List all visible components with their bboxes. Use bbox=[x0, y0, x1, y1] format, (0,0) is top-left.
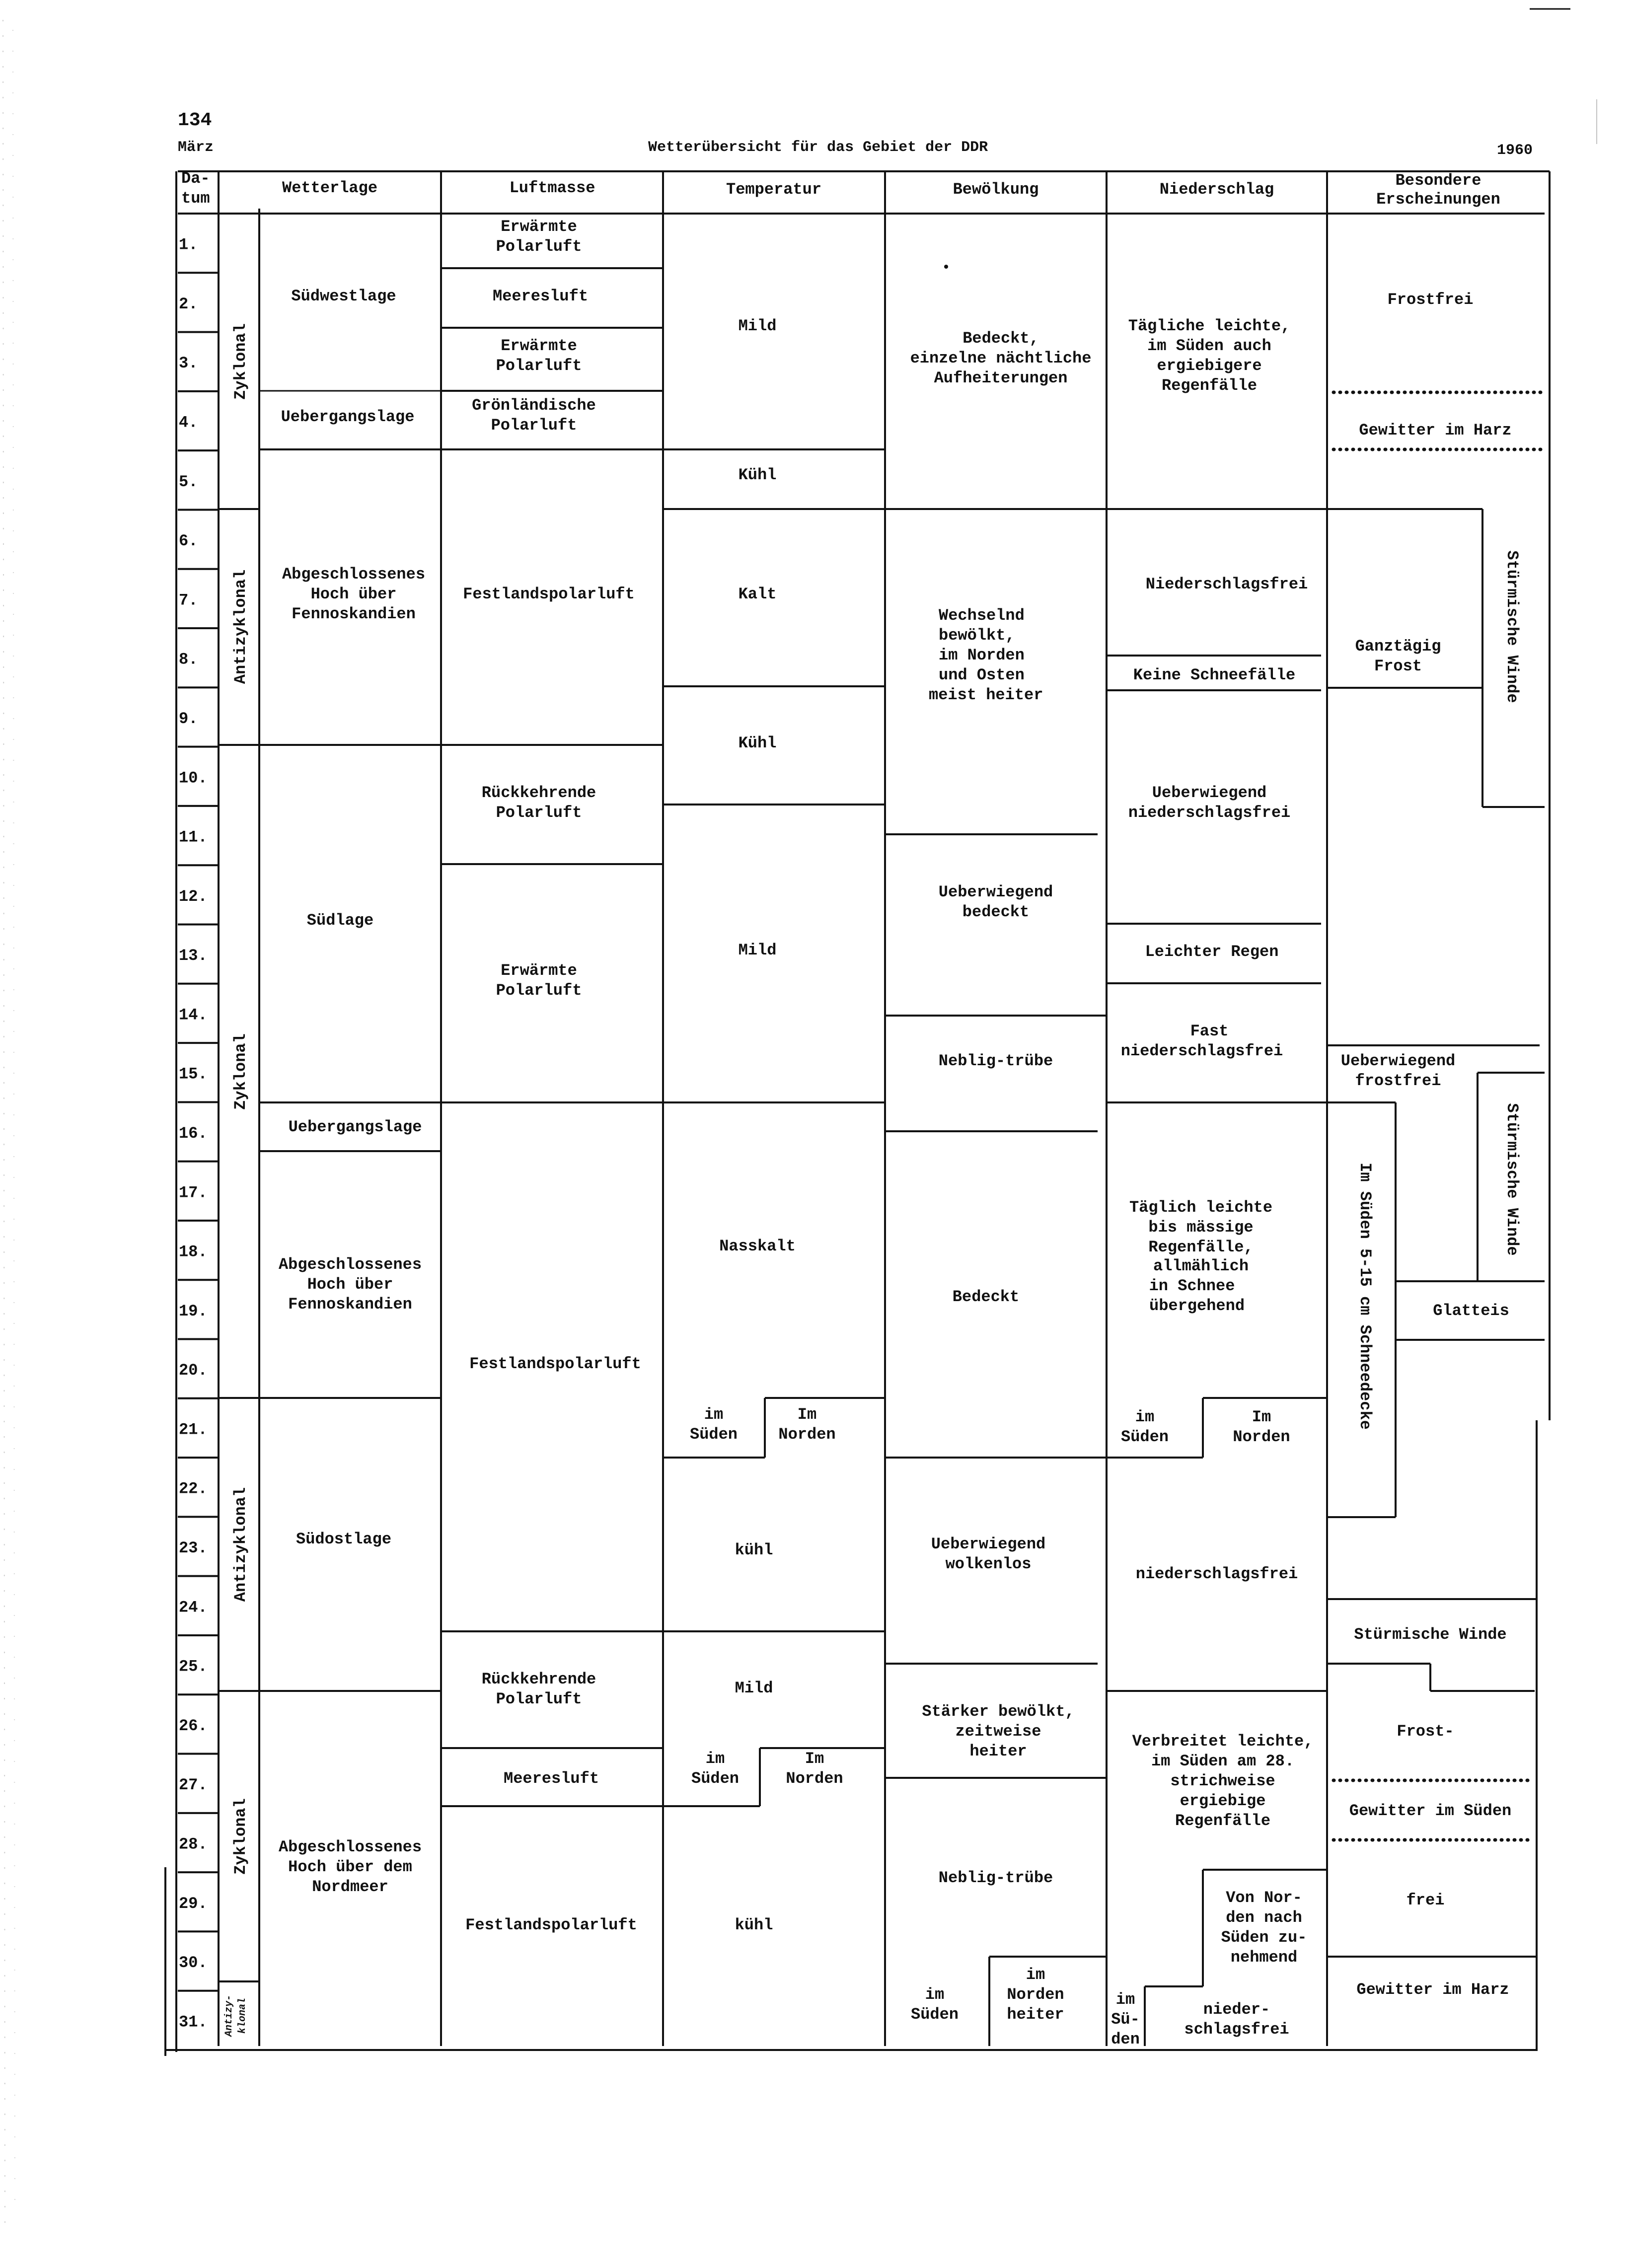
niederschlag-column bbox=[1111, 317, 1313, 2049]
besondere-column bbox=[1341, 291, 1521, 1999]
day-number: 17. bbox=[179, 1183, 208, 1202]
niederschlag-entry-line: Norden bbox=[1233, 1428, 1290, 1446]
page-title: Wetterübersicht für das Gebiet der DDR bbox=[648, 139, 988, 156]
niederschlag-entry-line: Regenfälle, bbox=[1148, 1238, 1254, 1256]
besondere-entry-line: Frost bbox=[1374, 657, 1422, 675]
antizyklo-label-small-line2: klonal bbox=[237, 1997, 248, 2034]
luftmasse-entry: Erwärmte bbox=[501, 218, 577, 236]
day-labels bbox=[179, 236, 208, 2032]
luftmasse-entry: Rückkehrende bbox=[481, 1670, 596, 1688]
day-number: 16. bbox=[179, 1124, 208, 1143]
year-label: 1960 bbox=[1497, 142, 1533, 159]
day-number: 9. bbox=[179, 709, 198, 728]
zyklo-label: Zyklonal bbox=[231, 1033, 250, 1110]
temperatur-entry: kühl bbox=[735, 1916, 773, 1934]
bewoelkung-entry-line: heiter bbox=[969, 1742, 1027, 1760]
header-datum: Da- bbox=[181, 169, 210, 188]
wetterlage-entry: Abgeschlossenes bbox=[282, 565, 426, 584]
temperatur-entry-line: Süden bbox=[691, 1769, 740, 1788]
day-number: 8. bbox=[179, 650, 198, 669]
day-number: 11. bbox=[179, 828, 208, 847]
luftmasse-entry-line: Polarluft bbox=[491, 416, 577, 435]
day-number: 20. bbox=[179, 1361, 208, 1380]
niederschlag-entry-line: ergiebige bbox=[1180, 1792, 1266, 1810]
niederschlag-entry-line: im Süden auch bbox=[1147, 337, 1271, 355]
day-number: 18. bbox=[179, 1243, 208, 1261]
luftmasse-entry: Rückkehrende bbox=[481, 784, 596, 802]
antizyklo-label: Antizyklonal bbox=[231, 569, 250, 684]
niederschlag-entry-line: bis mässige bbox=[1148, 1218, 1254, 1237]
temperatur-entry: Kalt bbox=[738, 585, 777, 603]
wetterlage-column bbox=[279, 287, 425, 1896]
header-bewoelkung: Bewölkung bbox=[953, 180, 1039, 199]
temperatur-entry: Im bbox=[797, 1405, 817, 1424]
besondere-entry: Ganztägig bbox=[1355, 637, 1441, 656]
bewoelkung-entry-line: im Norden bbox=[939, 646, 1025, 664]
niederschlag-entry-line: schlagsfrei bbox=[1184, 2020, 1289, 2039]
temperatur-entry: Kühl bbox=[738, 734, 777, 752]
besondere-entry: Ueberwiegend bbox=[1340, 1052, 1456, 1070]
bewoelkung-entry-line: meist heiter bbox=[929, 686, 1043, 704]
day-number: 6. bbox=[179, 532, 198, 551]
niederschlag-entry-line: Süden zu- bbox=[1221, 1928, 1307, 1947]
temperatur-column bbox=[690, 317, 843, 1934]
header-besondere-line2: Erscheinungen bbox=[1376, 190, 1500, 209]
day-number: 7. bbox=[179, 591, 198, 610]
bewoelkung-entry-line: heiter bbox=[1007, 2005, 1064, 2024]
temperatur-entry: im bbox=[705, 1750, 725, 1768]
day-number: 4. bbox=[179, 413, 198, 432]
luftmasse-entry: Festlandspolarluft bbox=[465, 1916, 637, 1934]
niederschlag-entry-line: Sü- bbox=[1111, 2010, 1140, 2029]
zyklo-column bbox=[223, 323, 250, 2038]
day-number: 30. bbox=[179, 1954, 208, 1973]
besondere-entry: frei bbox=[1406, 1891, 1445, 1909]
header-besondere-erscheinungen: Besondere bbox=[1395, 171, 1482, 190]
header-datum-line2: tum bbox=[181, 189, 210, 208]
bewoelkung-entry: Bedeckt bbox=[952, 1288, 1020, 1306]
wetterlage-entry: Uebergangslage bbox=[281, 408, 415, 426]
wetterlage-entry: Südwestlage bbox=[291, 287, 396, 305]
day-number: 15. bbox=[179, 1065, 208, 1084]
temperatur-entry-line: Süden bbox=[689, 1425, 738, 1444]
luftmasse-entry: Meeresluft bbox=[492, 287, 589, 305]
zyklo-label: Zyklonal bbox=[231, 323, 250, 400]
wetterlage-entry: Südlage bbox=[306, 911, 374, 930]
day-number: 23. bbox=[179, 1539, 208, 1558]
niederschlag-entry: Tägliche leichte, bbox=[1128, 317, 1291, 335]
header-wetterlage: Wetterlage bbox=[282, 179, 378, 197]
wetterlage-entry: Südostlage bbox=[296, 1530, 392, 1548]
bewoelkung-entry-line: bewölkt, bbox=[939, 626, 1015, 645]
page-number: 134 bbox=[178, 110, 212, 131]
header-temperatur: Temperatur bbox=[726, 180, 822, 199]
niederschlag-entry-line: Regenfälle bbox=[1175, 1812, 1271, 1830]
day-number: 22. bbox=[179, 1479, 208, 1498]
niederschlag-entry: Keine Schneefälle bbox=[1133, 666, 1296, 684]
header-niederschlag: Niederschlag bbox=[1159, 180, 1274, 199]
niederschlag-entry-line: ergiebigere bbox=[1157, 357, 1262, 375]
besondere-entry: Stürmische Winde bbox=[1354, 1625, 1507, 1644]
bewoelkung-entry-line: Aufheiterungen bbox=[934, 369, 1068, 387]
day-number: 31. bbox=[179, 2013, 208, 2032]
niederschlag-entry-line: den nach bbox=[1226, 1908, 1302, 1927]
luftmasse-entry: Meeresluft bbox=[503, 1769, 599, 1788]
temperatur-entry-line: Norden bbox=[786, 1769, 843, 1788]
zyklo-label: Zyklonal bbox=[231, 1798, 250, 1875]
bewoelkung-entry: Neblig-trübe bbox=[938, 1869, 1053, 1887]
day-number: 12. bbox=[179, 887, 208, 906]
bewoelkung-entry: im bbox=[1026, 1966, 1045, 1984]
bewoelkung-entry-line: zeitweise bbox=[955, 1722, 1041, 1741]
wetterlage-entry-line: Nordmeer bbox=[312, 1878, 388, 1896]
niederschlag-entry-line: im Süden am 28. bbox=[1151, 1752, 1295, 1770]
niederschlag-entry: im bbox=[1135, 1408, 1155, 1426]
day-number: 2. bbox=[179, 294, 198, 313]
niederschlag-entry: nieder- bbox=[1203, 2000, 1270, 2019]
besondere-entry-line: frostfrei bbox=[1355, 1072, 1441, 1090]
niederschlag-entry: Von Nor- bbox=[1226, 1889, 1302, 1907]
besondere-vertical: Im Süden 5-15 cm Schneedecke bbox=[1356, 1163, 1374, 1430]
day-number: 1. bbox=[179, 235, 198, 254]
day-number: 24. bbox=[179, 1598, 208, 1617]
page-heading bbox=[178, 9, 1570, 159]
niederschlag-entry-line: Süden bbox=[1120, 1428, 1169, 1446]
niederschlag-entry-line: niederschlagsfrei bbox=[1128, 804, 1291, 822]
wetterlage-entry-line: Hoch über bbox=[307, 1275, 393, 1294]
bewoelkung-entry-line: Süden bbox=[910, 2005, 959, 2024]
niederschlag-entry-line: Regenfälle bbox=[1161, 376, 1258, 395]
antizyklo-label-small: Antizy- bbox=[223, 1994, 235, 2037]
speck-mark bbox=[944, 265, 948, 269]
niederschlag-entry-line: den bbox=[1111, 2030, 1140, 2049]
bewoelkung-entry: im bbox=[925, 1985, 945, 2004]
niederschlag-entry: Niederschlagsfrei bbox=[1145, 575, 1308, 593]
besondere-entry: Glatteis bbox=[1433, 1302, 1509, 1320]
bewoelkung-entry: Stärker bewölkt, bbox=[922, 1702, 1075, 1721]
niederschlag-entry: Verbreitet leichte, bbox=[1132, 1732, 1314, 1751]
bewoelkung-entry-line: wolkenlos bbox=[945, 1555, 1032, 1573]
niederschlag-entry: Ueberwiegend bbox=[1152, 784, 1267, 802]
day-number: 28. bbox=[179, 1835, 208, 1854]
luftmasse-entry: Erwärmte bbox=[501, 961, 577, 980]
besondere-entry: Frostfrei bbox=[1387, 291, 1474, 309]
day-number: 13. bbox=[179, 947, 208, 965]
table-grid bbox=[165, 171, 1550, 2056]
bewoelkung-entry-line: und Osten bbox=[939, 666, 1025, 684]
besondere-vertical: Stürmische Winde bbox=[1503, 550, 1521, 703]
month-label: März bbox=[178, 139, 214, 156]
wetterlage-entry-line: Fennoskandien bbox=[292, 605, 416, 623]
luftmasse-entry: Erwärmte bbox=[501, 337, 577, 355]
column-headers bbox=[181, 169, 1500, 209]
niederschlag-entry-line: allmählich bbox=[1153, 1257, 1249, 1275]
niederschlag-entry-line: übergehend bbox=[1149, 1297, 1245, 1315]
wetterlage-entry-line: Fennoskandien bbox=[288, 1295, 412, 1314]
niederschlag-entry-line: in Schnee bbox=[1149, 1277, 1235, 1295]
bewoelkung-entry: Ueberwiegend bbox=[938, 883, 1053, 901]
temperatur-entry: Mild bbox=[738, 941, 777, 959]
temperatur-entry: Mild bbox=[735, 1679, 773, 1697]
day-number: 5. bbox=[179, 472, 198, 491]
luftmasse-column bbox=[463, 218, 641, 1934]
niederschlag-entry: Leichter Regen bbox=[1145, 943, 1279, 961]
day-number: 25. bbox=[179, 1657, 208, 1676]
bewoelkung-entry-line: einzelne nächtliche bbox=[910, 349, 1092, 367]
besondere-entry: Gewitter im Harz bbox=[1359, 421, 1512, 439]
day-number: 26. bbox=[179, 1716, 208, 1735]
bewoelkung-column bbox=[910, 265, 1092, 2024]
niederschlag-entry-line: niederschlagsfrei bbox=[1120, 1042, 1283, 1060]
besondere-entry: Gewitter im Süden bbox=[1349, 1802, 1512, 1820]
besondere-entry: Frost- bbox=[1397, 1722, 1454, 1741]
temperatur-entry: Kühl bbox=[738, 466, 777, 484]
luftmasse-entry: Grönländische bbox=[472, 396, 596, 415]
luftmasse-entry-line: Polarluft bbox=[496, 804, 582, 822]
bewoelkung-entry-line: Norden bbox=[1007, 1985, 1064, 2004]
antizyklo-label: Antizyklonal bbox=[231, 1487, 250, 1602]
luftmasse-entry-line: Polarluft bbox=[496, 357, 582, 375]
niederschlag-entry: Täglich leichte bbox=[1129, 1198, 1273, 1217]
bewoelkung-entry: Bedeckt, bbox=[963, 329, 1039, 348]
day-number: 14. bbox=[179, 1006, 208, 1024]
temperatur-entry: kühl bbox=[735, 1541, 773, 1559]
niederschlag-entry: Im bbox=[1252, 1408, 1271, 1426]
temperatur-entry: Im bbox=[805, 1750, 824, 1768]
day-number: 3. bbox=[179, 354, 198, 373]
day-number: 10. bbox=[179, 769, 208, 788]
wetterlage-entry: Abgeschlossenes bbox=[278, 1838, 422, 1856]
bewoelkung-entry: Ueberwiegend bbox=[931, 1535, 1046, 1553]
day-number: 19. bbox=[179, 1302, 208, 1320]
day-number: 29. bbox=[179, 1894, 208, 1913]
niederschlag-entry: im bbox=[1115, 1990, 1135, 2009]
niederschlag-entry: niederschlagsfrei bbox=[1135, 1565, 1298, 1583]
luftmasse-entry-line: Polarluft bbox=[496, 981, 582, 1000]
temperatur-entry-line: Norden bbox=[778, 1425, 836, 1444]
wetterlage-entry: Abgeschlossenes bbox=[278, 1255, 422, 1274]
bewoelkung-entry-line: bedeckt bbox=[962, 903, 1030, 921]
wetterlage-entry: Uebergangslage bbox=[288, 1118, 422, 1136]
luftmasse-entry: Festlandspolarluft bbox=[469, 1355, 641, 1373]
luftmasse-entry-line: Polarluft bbox=[496, 237, 582, 256]
bewoelkung-entry: Wechselnd bbox=[939, 606, 1025, 625]
day-number: 27. bbox=[179, 1776, 208, 1795]
day-number: 21. bbox=[179, 1420, 208, 1439]
temperatur-entry: Nasskalt bbox=[719, 1237, 796, 1255]
niederschlag-entry-line: strichweise bbox=[1170, 1772, 1275, 1790]
temperatur-entry: Mild bbox=[738, 317, 777, 335]
temperatur-entry: im bbox=[704, 1405, 724, 1424]
wetterlage-entry-line: Hoch über bbox=[310, 585, 397, 603]
luftmasse-entry-line: Polarluft bbox=[496, 1690, 582, 1708]
besondere-vertical: Stürmische Winde bbox=[1503, 1103, 1521, 1256]
niederschlag-entry: Fast bbox=[1190, 1022, 1229, 1040]
header-luftmasse: Luftmasse bbox=[509, 179, 595, 197]
niederschlag-entry-line: nehmend bbox=[1230, 1948, 1298, 1967]
besondere-entry: Gewitter im Harz bbox=[1356, 1980, 1509, 1999]
luftmasse-entry: Festlandspolarluft bbox=[463, 585, 635, 603]
wetterlage-entry-line: Hoch über dem bbox=[288, 1858, 412, 1876]
bewoelkung-entry: Neblig-trübe bbox=[938, 1052, 1053, 1070]
